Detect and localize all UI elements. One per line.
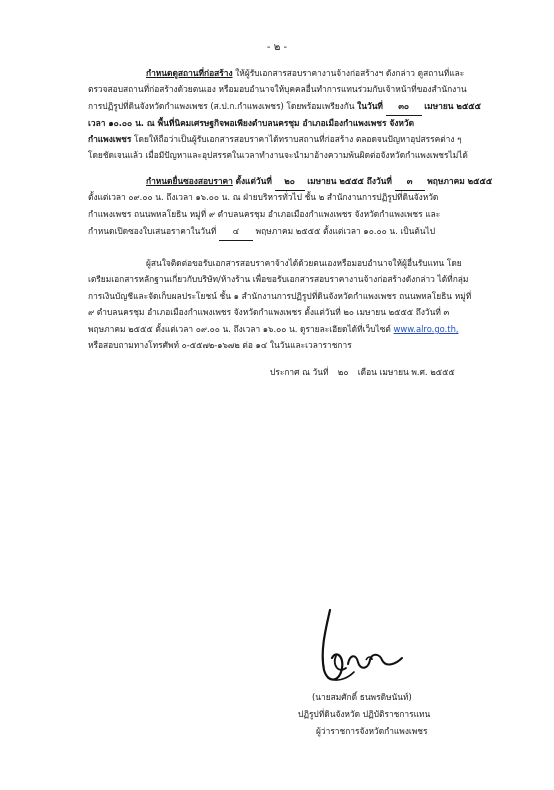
site-visit-line-3-text: การปฏิรูปที่ดินจังหวัดกำแพงเพชร (ส.ป.ก.กำแพงเพชร) โดยพร้อมเพรียงกัน [88, 101, 355, 111]
bid-range-text: เมษายน ๒๕๕๕ ถึงวันที่ [307, 176, 392, 186]
signatory-title: ปฏิรูปที่ดินจังหวัด ปฏิบัติราชการแทน [298, 709, 431, 719]
bid-submission-line-3: กำแพงเพชร ถนนพหลโยธิน หมู่ที่ ๙ ตำบลนครชุม อำเภอเมืองกำแพงเพชร จังหวัดกำแพงเพชร และ [88, 209, 441, 219]
signature-image [306, 598, 416, 688]
site-visit-line-3 [88, 99, 506, 116]
site-visit-day: ๓๐ [386, 99, 422, 116]
contact-line-1: ผู้สนใจติดต่อขอรับเอกสารสอบราคาจ้างได้ด้วยตนเองหรือมอบอำนาจให้ผู้อื่นรับแทน โดย [146, 258, 462, 268]
bid-end-day: ๓ [395, 174, 425, 191]
contact-line-3: การเงินบัญชีและจัดเก็บผลประโยชน์ ชั้น ๑ สำนักงานการปฏิรูปที่ดินจังหวัดกำแพงเพชร ถนนพหลโยธิน หมู่ที่ [88, 291, 472, 301]
announcement-month-year: เดือน เมษายน พ.ศ. ๒๕๕๕ [357, 367, 455, 377]
site-visit-line-6: โดยชัดเจนแล้ว เมื่อมีปัญหาและอุปสรรคในเวลาทำงานจะนำมาอ้างความพ้นผิดต่อจังหวัดกำแพงเพชรไม่ได้ [88, 150, 468, 160]
announcement-day: ๒๐ [337, 367, 349, 377]
contact-line-6: หรือสอบถามทางโทรศัพท์ ๐-๕๕๗๒-๑๖๗๒ ต่อ ๑๔ ในวันและเวลาราชการ [88, 340, 352, 350]
site-visit-province: กำแพงเพชร [88, 134, 132, 144]
announcement-date [270, 365, 510, 381]
bid-opening-day: ๔ [219, 224, 253, 241]
bid-submission-heading: กำหนดยื่นซองสอบราคา [146, 176, 233, 186]
site-visit-month-year: เมษายน ๒๕๕๕ [424, 101, 481, 111]
site-visit-line-4: เวลา ๑๐.๐๐ น. ณ พื้นที่นิคมเศรษฐกิจพอเพียงตำบลนครชุม อำเภอเมืองกำแพงเพชร จังหวัด [88, 118, 415, 128]
announcement-label: ประกาศ ณ วันที่ [270, 367, 329, 377]
bid-submission-line-1 [146, 174, 506, 191]
site-visit-line-1 [146, 66, 506, 82]
contact-line-5-text: พฤษภาคม ๒๕๕๕ ตั้งแต่เวลา ๐๙.๐๐ น. ถึงเวลา ๑๖.๐๐ น. ดูรายละเอียดได้ที่เว็บไซต์ [88, 324, 391, 334]
site-visit-text: ให้ผู้รับเอกสารสอบราคางานจ้างก่อสร้างฯ ดังกล่าว ดูสถานที่และ [235, 68, 465, 78]
bid-end-month-year: พฤษภาคม ๒๕๕๕ [427, 176, 493, 186]
contact-line-2: เตรียมเอกสารหลักฐานเกี่ยวกับบริษัท/ห้างร้าน เพื่อขอรับเอกสารสอบราคางานจ้างก่อสร้างดังกล่าว ได้ที่กลุ่ม [88, 274, 469, 284]
bid-start-day: ๒๐ [275, 174, 305, 191]
bid-opening-label: กำหนดเปิดซองใบเสนอราคาในวันที่ [88, 226, 217, 236]
signatory-name: (นายสมศักดิ์ ธนพรดิษนันท์) [312, 692, 412, 702]
contact-line-4: ๙ ตำบลนครชุม อำเภอเมืองกำแพงเพชร จังหวัดกำแพงเพชร ตั้งแต่วันที่ ๒๐ เมษายน ๒๕๕๕ ถึงวันที่ ๓ [88, 307, 450, 317]
bid-submission-line-2: ตั้งแต่เวลา ๐๙.๐๐ น. ถึงเวลา ๑๖.๐๐ น. ณ ฝ่ายบริหารทั่วไป ชั้น ๒ สำนักงานการปฏิรูปที่ดินจังหวัด [88, 192, 439, 202]
site-visit-heading: กำหนดดูสถานที่ก่อสร้าง [146, 68, 233, 78]
page-number: - ๒ - [266, 42, 288, 53]
contact-line-5 [88, 322, 506, 338]
website-link[interactable]: www.alro.go.th, [393, 324, 459, 334]
bid-opening-text: พฤษภาคม ๒๕๕๕ ตั้งแต่เวลา ๑๐.๐๐ น. เป็นต้นไป [255, 226, 436, 236]
site-visit-line-5 [88, 132, 506, 148]
site-visit-date-label: ในวันที่ [357, 101, 383, 111]
signatory-office: ผู้ว่าราชการจังหวัดกำแพงเพชร [316, 726, 428, 736]
site-visit-line-2: ตรวจสอบสถานที่ก่อสร้างด้วยตนเอง หรือมอบอำนาจให้บุคคลอื่นทำการแทนร่วมกับเจ้าหน้าที่ของสำนักงาน [88, 84, 467, 94]
site-visit-line-5-text: โดยให้ถือว่าเป็นผู้รับเอกสารสอบราคาได้ทราบสถานที่ก่อสร้าง ตลอดจนปัญหาอุปสรรคต่าง ๆ [134, 134, 462, 144]
bid-submission-line-4 [88, 224, 506, 241]
bid-from-label: ตั้งแต่วันที่ [235, 176, 272, 186]
